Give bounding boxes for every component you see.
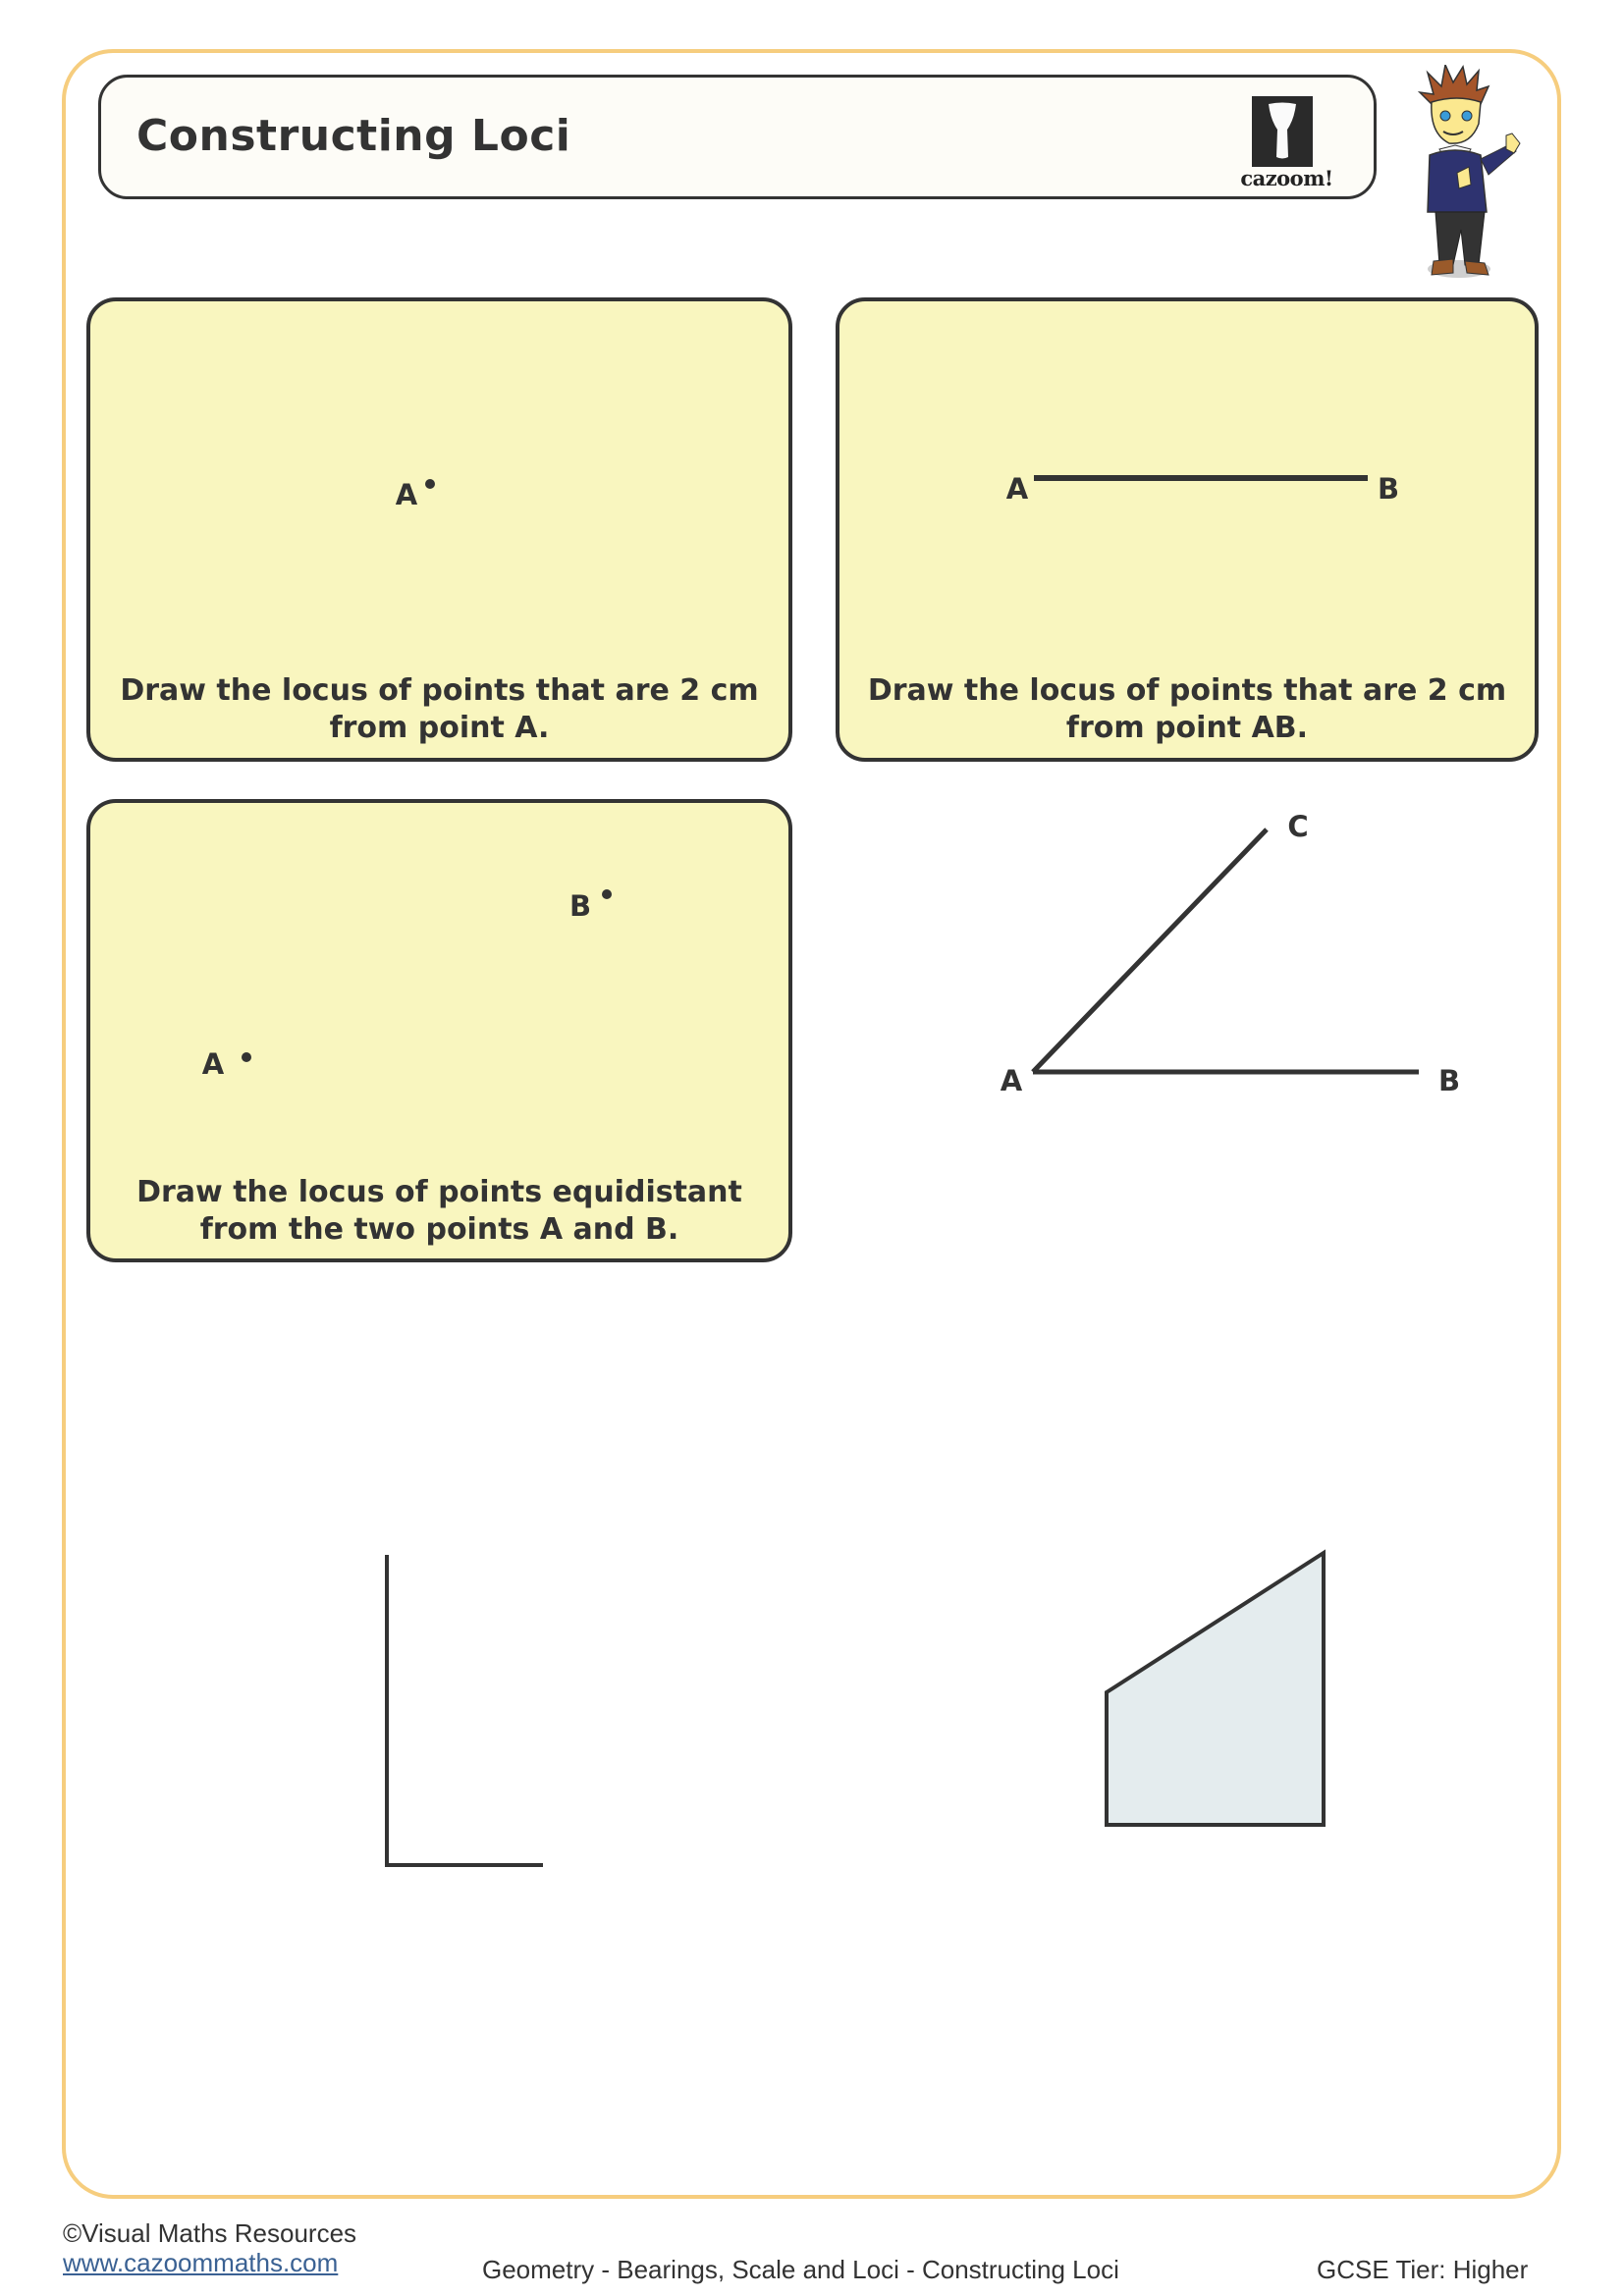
point-a-label: A	[1000, 1064, 1023, 1097]
copyright-text: ©Visual Maths Resources	[63, 2218, 357, 2248]
question-line: from point AB.	[1065, 711, 1309, 745]
cazoom-logo	[1225, 89, 1348, 190]
point-a-dot	[242, 1052, 251, 1062]
question-text	[839, 672, 1535, 747]
question-line: Draw the locus of points that are 2 cm	[867, 2106, 1507, 2140]
question-line: from point A.	[329, 711, 550, 745]
point-a-label: A	[395, 478, 418, 511]
point-c-label: C	[1287, 810, 1309, 843]
question-panel-3	[86, 799, 792, 1262]
point-b-label: B	[1377, 472, 1400, 506]
question-line: from this shape.	[1051, 2143, 1324, 2177]
question-line: Draw the locus of points that are 2 cm	[867, 673, 1507, 708]
logo-wordmark: cazoom!	[1240, 166, 1333, 190]
page-title: Constructing Loci	[136, 111, 571, 161]
point-b-label: B	[1437, 1064, 1461, 1097]
website-link[interactable]: www.cazoommaths.com	[63, 2248, 339, 2277]
drum-logo-icon	[1252, 96, 1313, 167]
point-b-label: B	[568, 889, 592, 923]
question-line: Draw the locus of points that are 2 cm	[120, 2106, 759, 2140]
point-a-label: A	[201, 1047, 225, 1081]
point-a-dot	[425, 479, 435, 489]
drum-icon	[1266, 102, 1299, 161]
point-a-label: A	[1005, 472, 1029, 506]
question-line: from the two lines AB and AC.	[938, 1212, 1436, 1247]
question-line: Draw the locus of points equidistant	[884, 1175, 1490, 1209]
question-text	[90, 672, 788, 747]
question-panel-1	[86, 297, 792, 762]
point-b-dot	[602, 889, 612, 899]
footer-topic: Geometry - Bearings, Scale and Loci - Constructing Loci	[482, 2255, 1119, 2284]
question-line: from the two points A and B.	[199, 1212, 679, 1247]
mascot-boy-icon	[1410, 65, 1523, 281]
title-banner	[98, 75, 1377, 199]
question-line: Draw the locus of points equidistant	[136, 1175, 742, 1209]
footer-credits	[63, 2218, 356, 2277]
question-panel-2	[836, 297, 1539, 762]
question-line: from this shape.	[302, 2143, 576, 2177]
question-line: Draw the locus of points that are 2 cm	[120, 673, 759, 708]
question-text	[90, 1174, 788, 1249]
footer-tier: GCSE Tier: Higher	[1317, 2255, 1529, 2284]
